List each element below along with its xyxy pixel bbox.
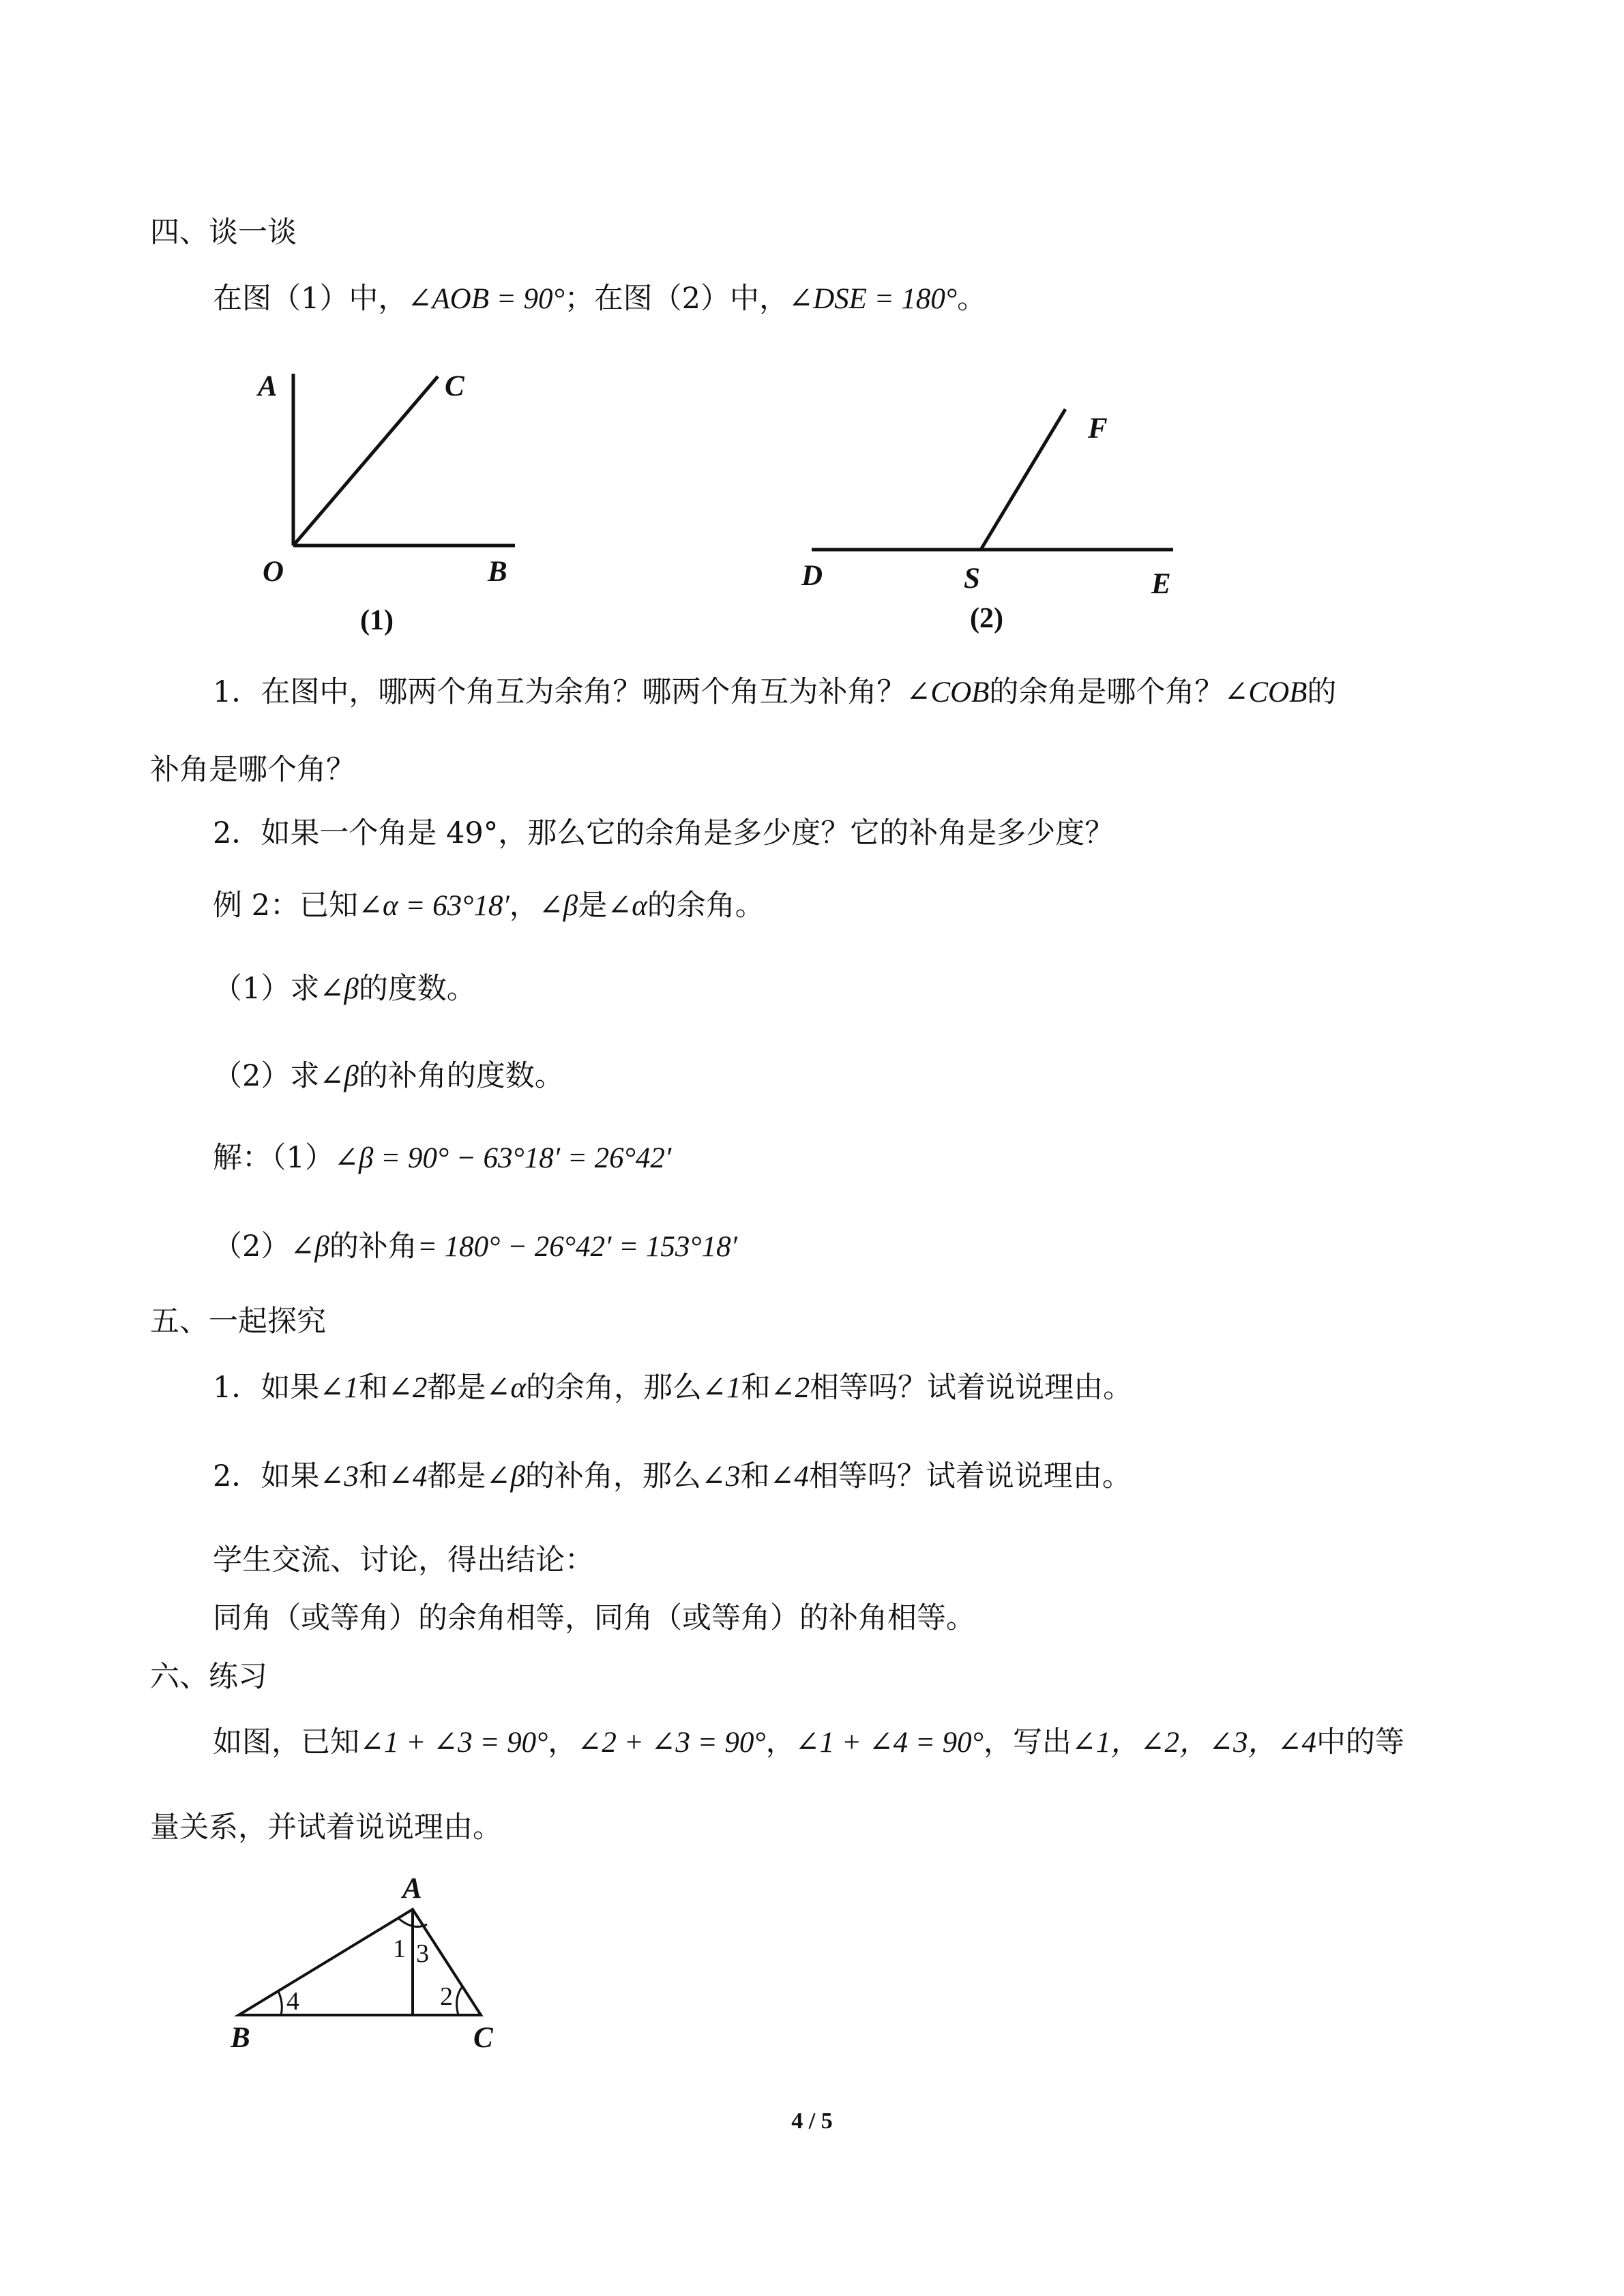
page-number: 4 / 5: [791, 2108, 833, 2134]
example-2-part-1: （1）求∠β的度数。: [213, 972, 476, 1006]
practice-line-1: 如图，已知∠1 + ∠3 = 90°，∠2 + ∠3 = 90°，∠1 + ∠4 = 90°，写出∠1，∠2，∠3，∠4中的等: [213, 1725, 1405, 1759]
intro-line: 在图（1）中，∠AOB = 90°；在图（2）中，∠DSE = 180°。: [213, 282, 987, 316]
figure-1-caption: (1): [360, 605, 394, 636]
label-S: S: [964, 563, 980, 595]
figure-1-right-angle: [246, 361, 546, 648]
label-D: D: [801, 560, 823, 592]
ray-SF: [981, 409, 1065, 550]
explore-question-2: 2．如果∠3和∠4都是∠β的补角，那么∠3和∠4相等吗？试着说说理由。: [213, 1459, 1132, 1493]
solution-part-1: 解：（1）∠β = 90° − 63°18′ = 26°42′: [213, 1141, 672, 1175]
section-heading-practice: 六、练习: [150, 1660, 267, 1694]
angle-arc-at-C: [457, 1986, 462, 2015]
label-A: A: [258, 370, 278, 402]
example-2: 例 2：已知∠α = 63°18′，∠β是∠α的余角。: [213, 889, 765, 923]
label-O: O: [263, 556, 284, 588]
label-F: F: [1088, 413, 1108, 445]
solution-part-2: （2）∠β的补角= 180° − 26°42′ = 153°18′: [213, 1229, 738, 1264]
triangle-figure: [218, 1868, 518, 2066]
angle-label-3: 3: [416, 1939, 429, 1968]
question-1-line-2: 补角是哪个角？: [150, 753, 355, 787]
question-1-line-1: 1．在图中，哪两个角互为余角？哪两个角互为补角？∠COB的余角是哪个角？∠COB的: [213, 675, 1337, 709]
conclusion: 同角（或等角）的余角相等，同角（或等角）的补角相等。: [213, 1601, 975, 1635]
angle-arc-at-B: [278, 1991, 282, 2015]
question-2: 2．如果一个角是 49°，那么它的余角是多少度？它的补角是多少度？: [213, 816, 1114, 850]
angle-label-4: 4: [286, 1987, 299, 2016]
triangle-label-A: A: [402, 1873, 422, 1905]
section-heading-explore: 五、一起探究: [150, 1304, 326, 1339]
example-2-part-2: （2）求∠β的补角的度数。: [213, 1059, 564, 1093]
section-heading-talk: 四、谈一谈: [150, 215, 297, 250]
explore-question-1: 1．如果∠1和∠2都是∠α的余角，那么∠1和∠2相等吗？试着说说理由。: [213, 1371, 1133, 1405]
angle-label-1: 1: [393, 1935, 406, 1963]
label-B: B: [488, 556, 507, 588]
label-C: C: [445, 370, 464, 402]
discussion-note: 学生交流、讨论，得出结论：: [213, 1543, 594, 1577]
label-E: E: [1151, 568, 1171, 600]
triangle-label-C: C: [473, 2022, 493, 2054]
practice-line-2: 量关系，并试着说说理由。: [150, 1810, 502, 1845]
figure-2-caption: (2): [970, 603, 1003, 634]
triangle-label-B: B: [231, 2022, 250, 2054]
figure-2-straight-angle: [791, 396, 1214, 648]
ray-OC: [293, 376, 438, 546]
angle-label-2: 2: [440, 1982, 453, 2011]
